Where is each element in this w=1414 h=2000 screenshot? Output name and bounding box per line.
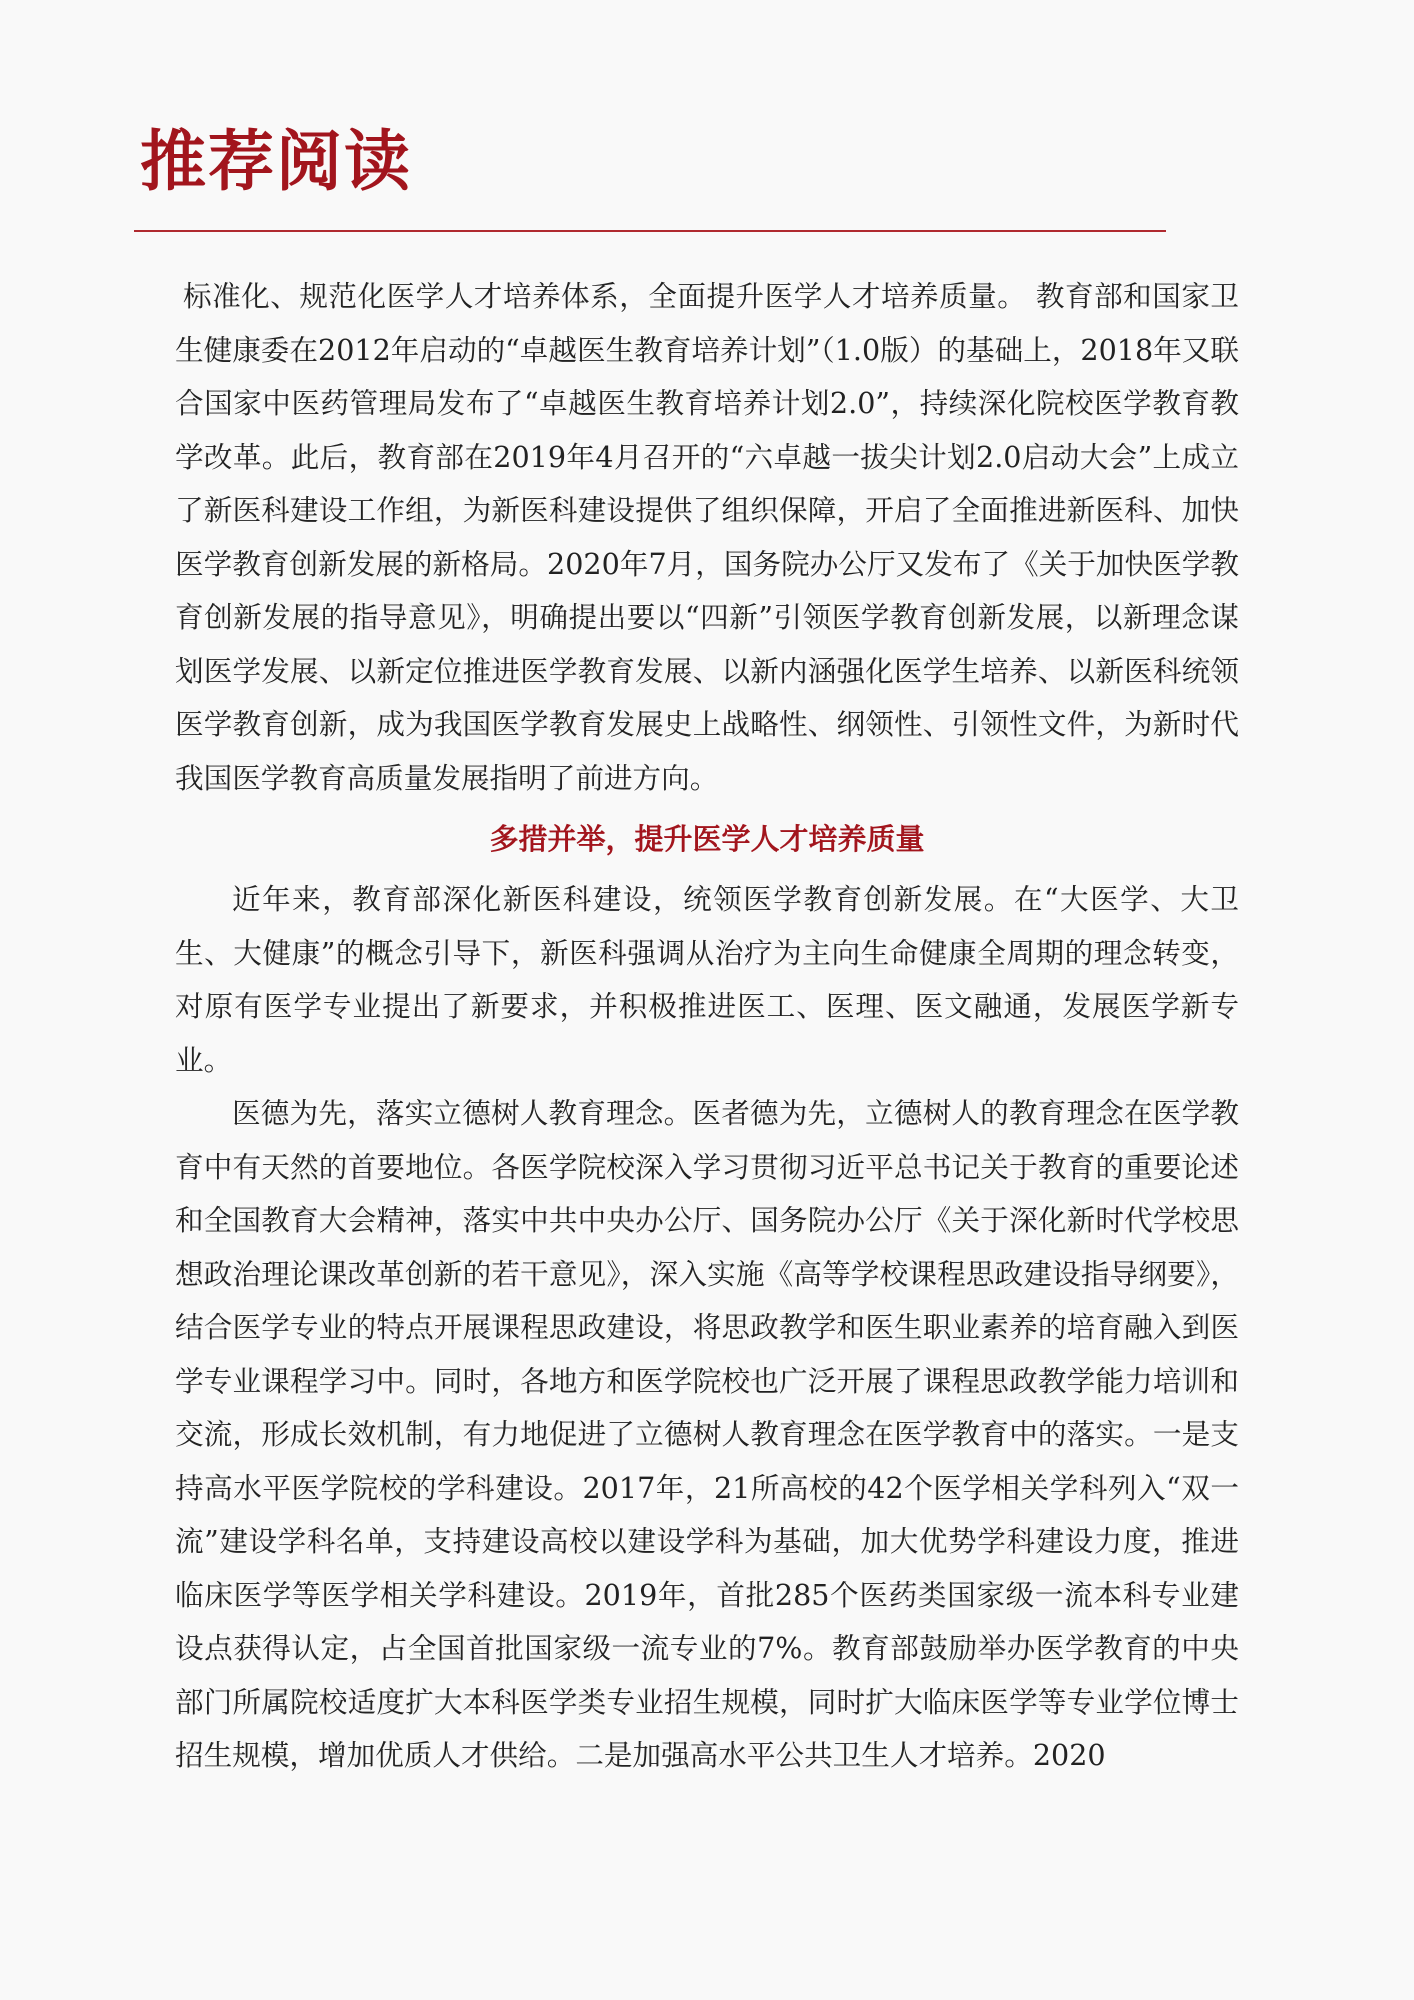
page-title: 推荐阅读 — [140, 122, 412, 200]
section-heading: 多措并举，提升医学人才培养质量 — [489, 822, 925, 856]
article-paragraph: 医德为先，落实立德树人教育理念。医者德为先，立德树人的教育理念在医学教育中有天然的首要地位。各医学院校深入学习贯彻习近平总书记关于教育的重要论述和全国教育大会精神，落实中共中央办公厅、国务院办公厅《关于深化新时代学校思想政治理论课改革创新的若干意见》，深入实施《高等学校课程思政建设指导纲要》，结合医学专业的特点开展课程思政建设，将思政教学和医生职业素养的培育融入到医学专业课程学习中。同时，各地方和医学院校也广泛开展了课程思政教学能力培训和交流，形成长效机制，有力地促进了立德树人教育理念在医学教育中的落实。一是支持高水平医学院校的学科建设。2017年，21所高校的42个医学相关学科列入“双一流”建设学科名单，支持建设高校以建设学科为基础，加大优势学科建设力度，推进临床医学等医学相关学科建设。2019年，首批285个医药类国家级一流本科专业建设点获得认定，占全国首批国家级一流专业的7%。教育部鼓励举办医学教育的中央部门所属院校适度扩大本科医学类专业招生规模，同时扩大临床医学等专业学位博士招生规模，增加优质人才供给。二是加强高水平公共卫生人才培养。2020 — [175, 1096, 1239, 1772]
article-body — [175, 270, 1239, 1783]
title-divider — [134, 230, 1166, 232]
article-paragraph: 标准化、规范化医学人才培养体系，全面提升医学人才培养质量。 教育部和国家卫生健康委在2012年启动的“卓越医生教育培养计划”（1.0版）的基础上，2018年又联合国家中医药管理局发布了“卓越医生教育培养计划2.0”，持续深化院校医学教育教学改革。此后，教育部在2019年4月召开的“六卓越一拔尖计划2.0启动大会”上成立了新医科建设工作组，为新医科建设提供了组织保障，开启了全面推进新医科、加快医学教育创新发展的新格局。2020年7月，国务院办公厅又发布了《关于加快医学教育创新发展的指导意见》，明确提出要以“四新”引领医学教育创新发展，以新理念谋划医学发展、以新定位推进医学教育发展、以新内涵强化医学生培养、以新医科统领医学教育创新，成为我国医学教育发展史上战略性、纲领性、引领性文件，为新时代我国医学教育高质量发展指明了前进方向。 — [175, 279, 1239, 795]
article-paragraph: 近年来，教育部深化新医科建设，统领医学教育创新发展。在“大医学、大卫生、大健康”的概念引导下，新医科强调从治疗为主向生命健康全周期的理念转变，对原有医学专业提出了新要求，并积极推进医工、医理、医文融通，发展医学新专业。 — [175, 882, 1239, 1077]
